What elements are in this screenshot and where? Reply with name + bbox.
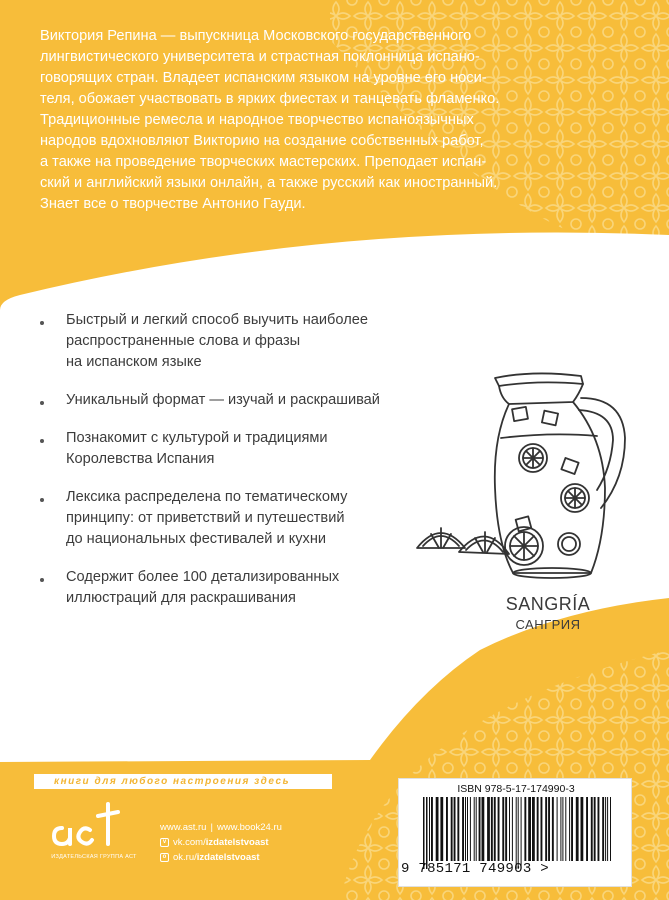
publisher-name: ИЗДАТЕЛЬСКАЯ ГРУППА АСТ [51, 854, 137, 860]
barcode-bar [476, 797, 477, 861]
feature-line: распространенные слова и фразы [66, 333, 301, 349]
vk-handle: izdatelstvoast [205, 837, 269, 848]
barcode-bar [491, 797, 493, 861]
sangria-jug-icon [413, 368, 635, 582]
ast-logo-icon [46, 800, 122, 848]
barcode-bar [518, 797, 519, 869]
barcode-digits: 9 785171 749903 > [401, 861, 549, 877]
barcode-bar [440, 797, 443, 861]
bullet-dot-icon [40, 401, 44, 405]
barcode-bar [429, 797, 430, 861]
barcode-bar [541, 797, 543, 861]
feature-item [38, 310, 418, 373]
bio-line: Традиционные ремесла и народное творчество испаноязычных [40, 112, 474, 128]
feature-line: на испанском языке [66, 354, 202, 370]
vk-row[interactable] [160, 835, 282, 850]
ok-handle: izdatelstvoast [196, 852, 260, 863]
barcode-bar [607, 797, 608, 861]
barcode-bar [494, 797, 496, 861]
barcode-bar [426, 797, 428, 869]
barcode-bar [482, 797, 485, 861]
barcode-bar [605, 797, 606, 861]
feature-item [38, 567, 418, 609]
barcode-bar [598, 797, 600, 861]
bio-line: а также на проведение творческих мастерских. Преподает испан- [40, 154, 487, 170]
barcode-bar [454, 797, 456, 861]
barcode-bar [451, 797, 453, 861]
barcode-bar [586, 797, 588, 861]
barcode-bar [548, 797, 550, 861]
barcode-bar [557, 797, 558, 861]
barcode-bar [502, 797, 504, 861]
feature-item [38, 487, 418, 550]
barcode-bar [521, 797, 522, 869]
feature-line: принципу: от приветствий и путешествий [66, 510, 345, 526]
bullet-dot-icon [40, 578, 44, 582]
feature-line: Познакомит с культурой и традициями [66, 430, 328, 446]
barcode-bar [537, 797, 539, 861]
barcode-bar [498, 797, 500, 861]
bio-line: Знает все о творчестве Антонио Гауди. [40, 196, 306, 212]
bullet-dot-icon [40, 321, 44, 325]
barcode-bar [470, 797, 471, 861]
barcode-bar [431, 797, 433, 861]
feature-line: Королевства Испания [66, 451, 215, 467]
bio-line: лингвистического университета и страстная поклонница испано- [40, 49, 480, 65]
feature-item [38, 390, 418, 411]
barcode-bar [594, 797, 596, 861]
feature-list [38, 310, 418, 626]
barcode-bar [581, 797, 584, 861]
contact-links [160, 820, 282, 865]
barcode-bar [591, 797, 593, 861]
barcode-bar [602, 797, 604, 861]
ok-icon: o [160, 853, 169, 862]
barcode-bar [509, 797, 510, 861]
vk-icon: v [160, 838, 169, 847]
feature-line: Содержит более 100 детализированных [66, 569, 340, 585]
barcode-bar [576, 797, 579, 861]
website-link[interactable]: www.ast.ru [160, 822, 207, 833]
barcode-bar [516, 797, 517, 869]
feature-item [38, 428, 418, 470]
website-link[interactable]: www.book24.ru [216, 822, 282, 833]
barcode-panel [398, 778, 632, 887]
barcode-bar [528, 797, 531, 861]
feature-line: Уникальный формат — изучай и раскрашивай [66, 392, 380, 408]
vk-prefix: vk.com/ [173, 837, 206, 848]
barcode-bar [532, 797, 535, 861]
tagline-banner: книги для любого настроения здесь [34, 774, 332, 789]
barcode-bar [562, 797, 563, 861]
ok-row[interactable] [160, 850, 282, 865]
ok-prefix: ok.ru/ [173, 852, 197, 863]
barcode-bar [552, 797, 554, 861]
feature-line: до национальных фестивалей и кухни [66, 531, 327, 547]
bio-line: говорящих стран. Владеет испанским языком на уровне его носи- [40, 70, 487, 86]
barcode-bar [457, 797, 459, 861]
barcode-bar [505, 797, 507, 861]
barcode-bar [462, 797, 464, 861]
bio-line: Виктория Репина — выпускница Московского государственного [40, 28, 472, 44]
barcode-bar [569, 797, 570, 861]
author-bio [40, 26, 600, 215]
barcode-icon [421, 797, 619, 869]
bio-line: теля, обожает участвовать в ярких фиестах и танцевать фламенко. [40, 91, 500, 107]
feature-line: иллюстраций для раскрашивания [66, 590, 296, 606]
bullet-dot-icon [40, 498, 44, 502]
website-row [160, 820, 282, 835]
feature-line: Быстрый и легкий способ выучить наиболее [66, 312, 368, 328]
barcode-bar [436, 797, 439, 861]
barcode-bar [467, 797, 468, 861]
barcode-bar [545, 797, 547, 861]
barcode-bar [479, 797, 481, 861]
illustration-caption-es: SANGRÍA [505, 594, 591, 614]
feature-line: Лексика распределена по тематическому [66, 489, 348, 505]
barcode-bar [423, 797, 425, 869]
barcode-bar [560, 797, 561, 861]
isbn-number: ISBN 978-5-17-174990-3 [457, 783, 575, 795]
barcode-bar [512, 797, 513, 861]
bullet-dot-icon [40, 439, 44, 443]
barcode-bar [465, 797, 466, 861]
barcode-bar [487, 797, 490, 861]
barcode-bar [571, 797, 573, 861]
barcode-bar [610, 797, 611, 861]
link-separator: | [210, 822, 213, 833]
barcode-bar [524, 797, 526, 861]
barcode-bar [565, 797, 566, 861]
illustration-caption-ru: САНГРИЯ [515, 617, 581, 632]
bio-line: ский и английский языки онлайн, а также русский как иностранный. [40, 175, 498, 191]
barcode-bar [446, 797, 448, 861]
barcode-bar [474, 797, 475, 861]
bio-line: народов вдохновляют Викторию на создание собственных работ, [40, 133, 484, 149]
